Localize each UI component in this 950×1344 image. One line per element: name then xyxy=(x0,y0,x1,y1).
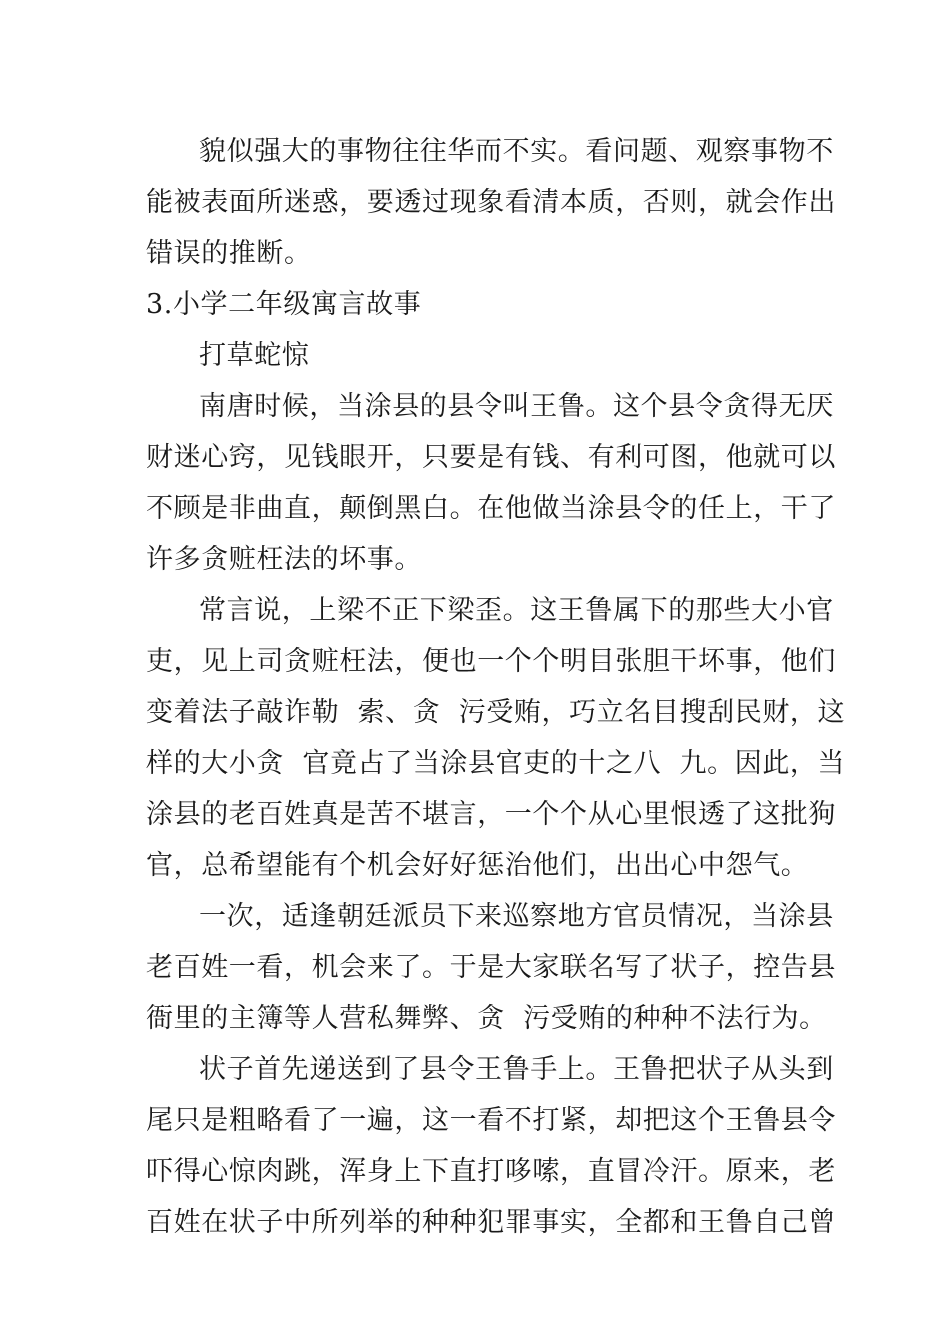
text-line: 百姓在状子中所列举的种种犯罪事实，全都和王鲁自己曾 xyxy=(146,1207,836,1238)
paragraph-3 xyxy=(146,585,846,891)
text-line: 官，总希望能有个机会好好惩治他们，出出心中怨气。 xyxy=(146,850,809,881)
text-line: 貌似强大的事物往往华而不实。看问题、观察事物不 xyxy=(199,136,834,167)
text-line: 涂县的老百姓真是苦不堪言，一个个从心里恨透了这批狗 xyxy=(146,799,836,830)
text-line: 不顾是非曲直，颠倒黑白。在他做当涂县令的任上，干了 xyxy=(146,493,836,524)
text-line: 吏，见上司贪赃枉法，便也一个个明目张胆干坏事，他们 xyxy=(146,646,836,677)
text-line: 状子首先递送到了县令王鲁手上。王鲁把状子从头到 xyxy=(199,1054,834,1085)
paragraph-5 xyxy=(146,1044,836,1248)
text-line: 老百姓一看，机会来了。于是大家联名写了状子，控告县 xyxy=(146,952,836,983)
paragraph-2 xyxy=(146,381,836,585)
text-line: 常言说，上梁不正下梁歪。这王鲁属下的那些大小官 xyxy=(199,595,834,626)
text-line: 尾只是粗略看了一遍，这一看不打紧，却把这个王鲁县令 xyxy=(146,1105,836,1136)
text-line: 变着法子敲诈勒 索、贪 污受贿，巧立名目搜刮民财，这 xyxy=(146,697,846,728)
story-title: 打草蛇惊 xyxy=(199,340,310,371)
section-heading: 3.小学二年级寓言故事 xyxy=(146,289,422,320)
paragraph-1 xyxy=(146,126,836,279)
text-line: 许多贪赃枉法的坏事。 xyxy=(146,544,422,575)
text-line: 吓得心惊肉跳，浑身上下直打哆嗦，直冒冷汗。原来，老 xyxy=(146,1156,836,1187)
text-line: 样的大小贪 官竟占了当涂县官吏的十之八 九。因此，当 xyxy=(146,748,846,779)
text-line: 财迷心窍，见钱眼开，只要是有钱、有利可图，他就可以 xyxy=(146,442,836,473)
text-line: 衙里的主簿等人营私舞弊、贪 污受贿的种种不法行为。 xyxy=(146,1003,827,1034)
text-line: 错误的推断。 xyxy=(146,238,312,269)
text-line: 能被表面所迷惑，要透过现象看清本质，否则，就会作出 xyxy=(146,187,836,218)
document-page xyxy=(146,126,846,1248)
text-line: 一次，适逢朝廷派员下来巡察地方官员情况，当涂县 xyxy=(199,901,834,932)
paragraph-4 xyxy=(146,891,836,1044)
text-line: 南唐时候，当涂县的县令叫王鲁。这个县令贪得无厌 xyxy=(199,391,834,422)
